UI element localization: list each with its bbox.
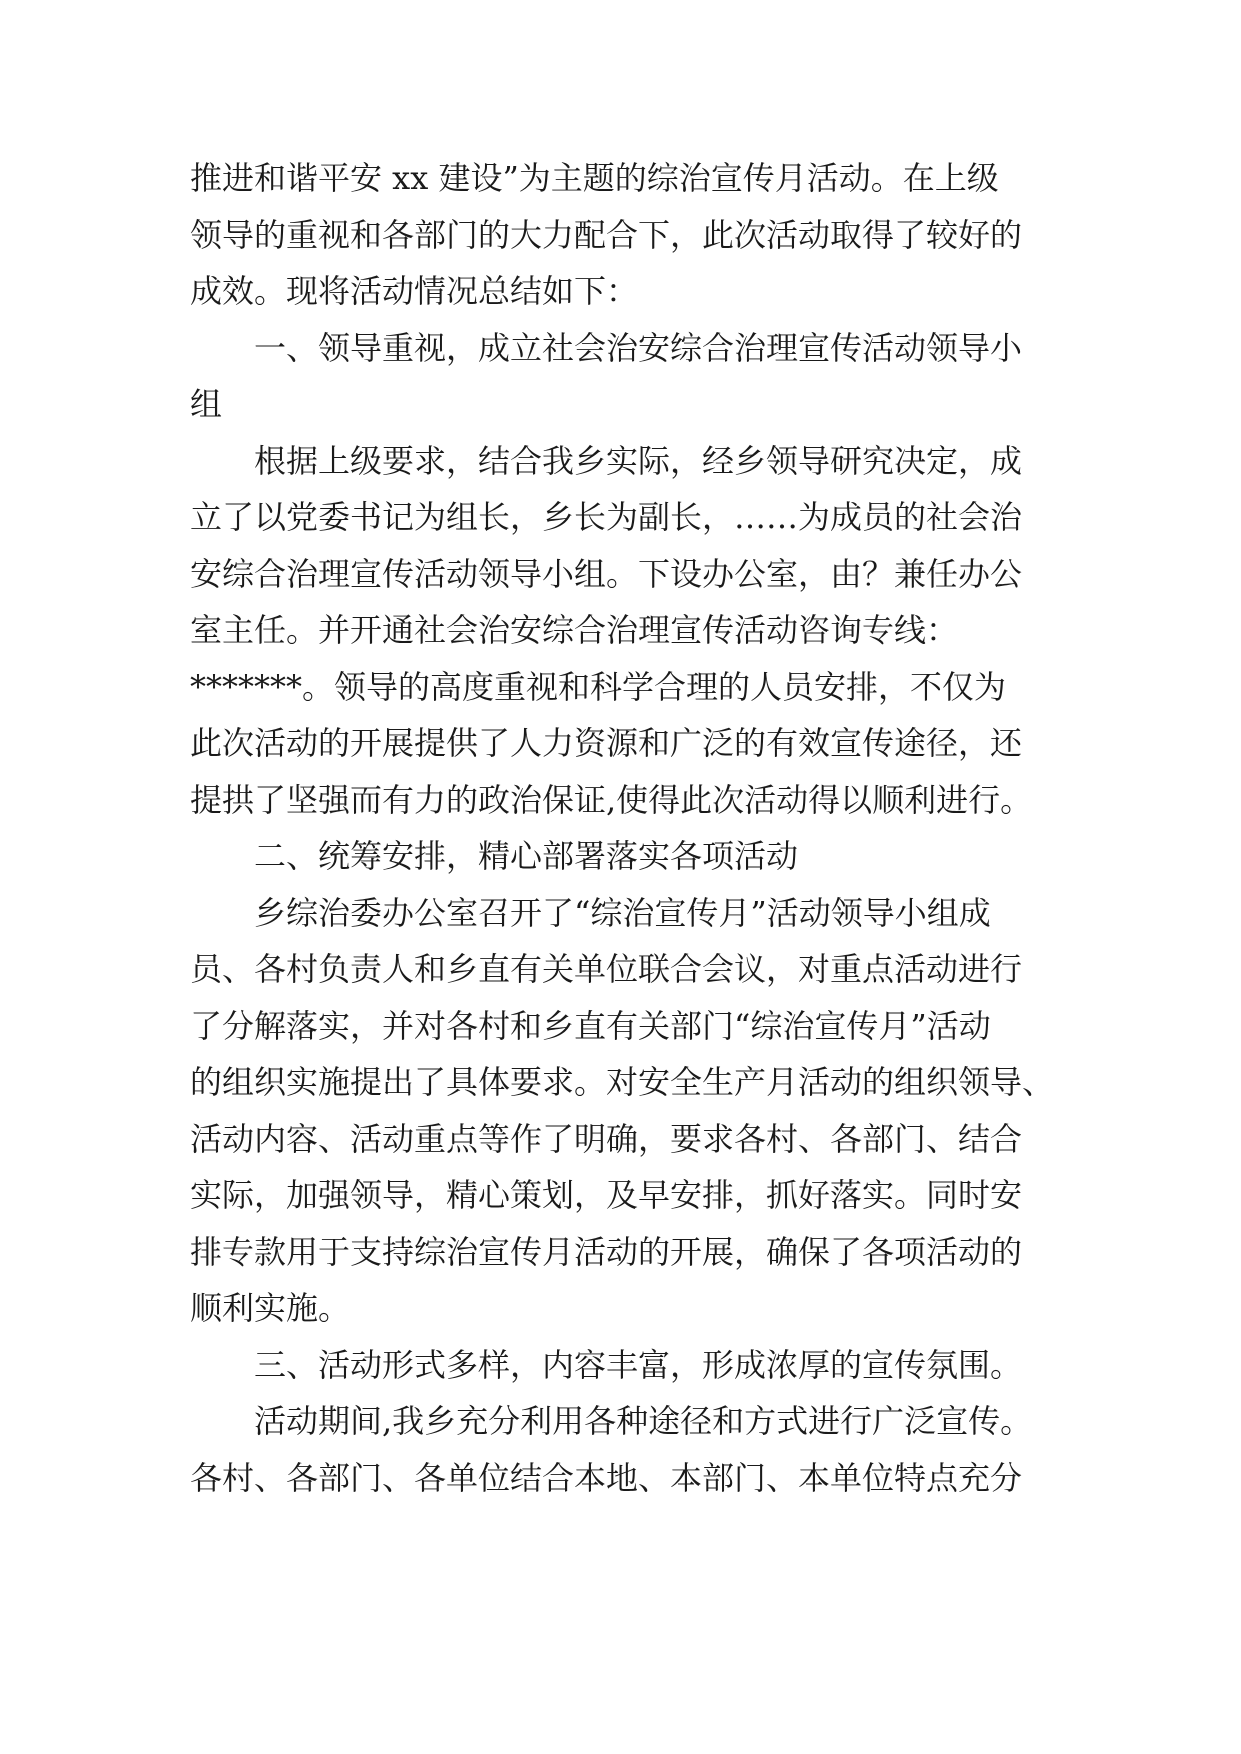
text-line: 员、各村负责人和乡直有关单位联合会议，对重点活动进行 — [190, 950, 1023, 988]
section-heading: 三、活动形式多样，内容丰富，形成浓厚的宣传氛围。 — [254, 1346, 1023, 1384]
text-line: 活动内容、活动重点等作了明确，要求各村、各部门、结合 — [190, 1120, 1023, 1158]
section-heading: 二、统筹安排，精心部署落实各项活动 — [254, 837, 799, 875]
text-line: 此次活动的开展提供了人力资源和广泛的有效宣传途径，还 — [190, 724, 1023, 762]
text-line: 推进和谐平安 xx 建设”为主题的综治宣传月活动。在上级 — [190, 159, 999, 197]
text-line: 领导的重视和各部门的大力配合下，此次活动取得了较好的 — [190, 216, 1023, 254]
text-line: 安综合治理宣传活动领导小组。下设办公室，由？兼任办公 — [190, 555, 1023, 593]
text-line: 提拱了坚强而有力的政治保证,使得此次活动得以顺利进行。 — [190, 781, 1033, 819]
text-line: 顺利实施。 — [190, 1289, 351, 1327]
paragraph-start: 乡综治委办公室召开了“综治宣传月”活动领导小组成 — [254, 894, 991, 932]
text-line: 了分解落实，并对各村和乡直有关部门“综治宣传月”活动 — [190, 1007, 991, 1045]
paragraph-start: 根据上级要求，结合我乡实际，经乡领导研究决定，成 — [254, 442, 1023, 480]
text-line: 室主任。并开通社会治安综合治理宣传活动咨询专线： — [190, 611, 959, 649]
text-line: 成效。现将活动情况总结如下： — [190, 272, 639, 310]
text-line: 实际，加强领导，精心策划，及早安排，抓好落实。同时安 — [190, 1176, 1023, 1214]
text-line: 立了以党委书记为组长，乡长为副长，……为成员的社会治 — [190, 498, 1023, 536]
text-line: 排专款用于支持综治宣传月活动的开展，确保了各项活动的 — [190, 1233, 1023, 1271]
text-line: 的组织实施提出了具体要求。对安全生产月活动的组织领导、 — [190, 1063, 1055, 1101]
text-line: *******。领导的高度重视和科学合理的人员安排，不仅为 — [190, 668, 1007, 706]
section-heading: 一、领导重视，成立社会治安综合治理宣传活动领导小 — [254, 329, 1023, 367]
section-heading-continued: 组 — [190, 385, 223, 423]
paragraph-start: 活动期间,我乡充分利用各种途径和方式进行广泛宣传。 — [254, 1402, 1033, 1440]
text-line: 各村、各部门、各单位结合本地、本部门、本单位特点充分 — [190, 1459, 1023, 1497]
